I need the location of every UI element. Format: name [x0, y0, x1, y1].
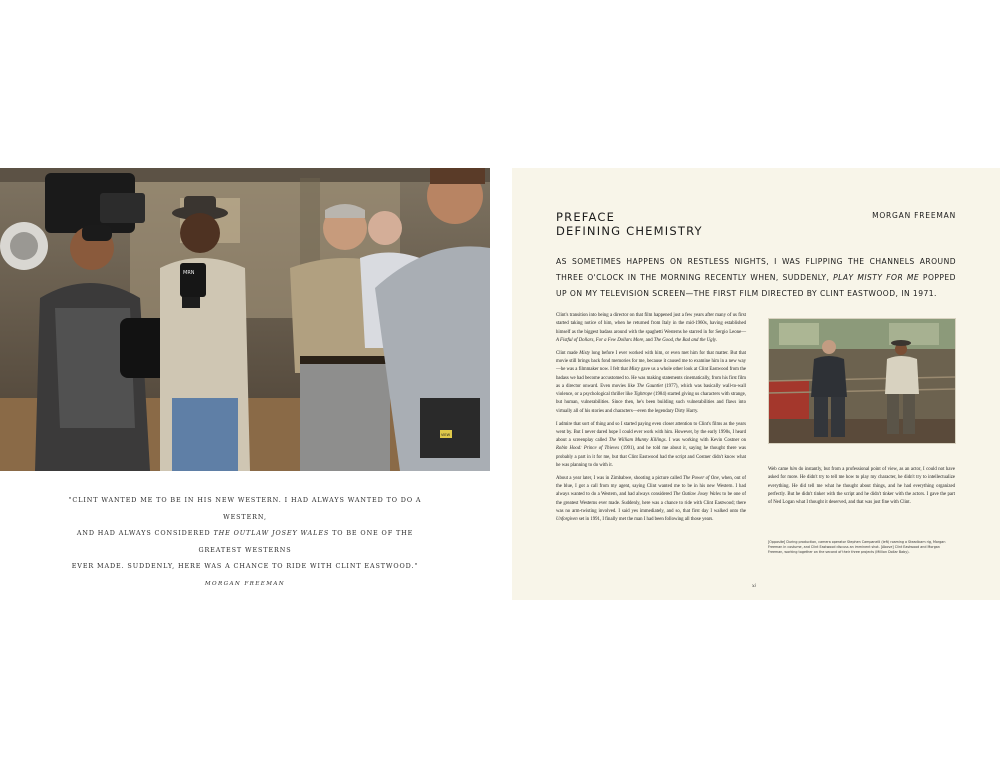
body-paragraph: About a year later, I was in Zimbabwe, shooting a picture called The Power of One, when, out of the blue, I got a call from my agent, saying Clint wanted me to be in his new Western. I had always wanted to do a Western, and had always considered The Outlaw Josey Wales to be one of the greatest Westerns ever made. Suddenly, here was a chance to ride with Clint Eastwood; there was no arm-twisting involved. I said yes immediately, and so, that first day I walked onto the Unforgiven set in 1991, I finally met the man I had been following all those years. [556, 475, 746, 523]
quote-line-2a: AND HAD ALWAYS CONSIDERED [76, 529, 214, 537]
body-paragraph: Clint's transition into being a director on that film happened just a few years after many of us first started taking notice of him, when he returned from Italy in the mid-1960s, having established himself as the biggest badass around with the spaghetti Westerns he starred in for Sergio Leone—A Fistful of Dollars, For a Few Dollars More, and The Good, the Bad and the Ugly. [556, 313, 746, 343]
badge-text: VIEW [441, 433, 451, 437]
pull-quote [60, 492, 430, 587]
quote-film-title: THE OUTLAW JOSEY WALES [213, 529, 330, 537]
lead-film-title: PLAY MISTY FOR ME [833, 273, 920, 282]
chapter-heading [556, 210, 703, 238]
lead-paragraph [556, 254, 956, 302]
quote-line-2b: TO BE ONE OF THE GREATEST WESTERNS [198, 529, 414, 554]
film-set-photo [0, 168, 490, 471]
heading-line-1: PREFACE [556, 210, 616, 224]
lead-text-b: POPPED UP ON MY TELEVISION SCREEN—THE FIRST FILM DIRECTED BY CLINT EASTWOOD, IN 1971. [556, 273, 956, 298]
author-name: MORGAN FREEMAN [872, 211, 956, 220]
body-column-left [556, 312, 746, 529]
body-paragraph: I admire that sort of thing and so I started paying even closer attention to Clint's films as the years went by. But I never dared hope I could ever work with him. However, by the early 1990s, I heard about a screenplay called The William Munny Killings. I was working with Kevin Costner on Robin Hood: Prince of Thieves (1991), and he told me about it, saying he thought there was probably a part in it for me, but that Clint Eastwood had the script and Costner didn't know what he was planning to do with it. [556, 421, 747, 469]
body-paragraph: Web came him do instantly, but from a professional point of view, as an actor, I could not have asked for more. He didn't try to tell me how to play my character, he didn't try to intellectualize everything. He did tell me what he thought about things, and he had everything organized perfectly. But he didn't tinker with the script and he didn't tinker with the actors. I gave the part of Ned Logan what I thought it deserved, and that was just fine with Clint. [768, 467, 955, 506]
page-number: xi [752, 584, 756, 589]
quote-line-3: EVER MADE. SUDDENLY, HERE WAS A CHANCE TO RIDE WITH CLINT EASTWOOD." [71, 562, 419, 570]
quote-attribution: MORGAN FREEMAN [204, 580, 286, 587]
quote-text [60, 492, 430, 575]
photo-caption: [Opposite] During production, camera operator Stephen Campanelli (left) roaming a Steadicam rig, Morgan Freeman in costume, and Clint Eastwood discuss an imminent shot. [Above] Clint Eastwood and Morgan Freeman, working together on the second of their three projects (Million Dollar Baby). [768, 540, 946, 554]
boxing-gym-photo [768, 318, 956, 444]
quote-line-1: "CLINT WANTED ME TO BE IN HIS NEW WESTERN. I HAD ALWAYS WANTED TO DO A WESTERN, [68, 496, 422, 521]
heading-line-2: DEFINING CHEMISTRY [556, 224, 703, 238]
lead-text-a: AS SOMETIMES HAPPENS ON RESTLESS NIGHTS, I WAS FLIPPING THE CHANNELS AROUND THREE O'CLOCK IN THE MORNING RECENTLY WHEN, SUDDENLY, [556, 257, 956, 282]
body-column-right [768, 466, 955, 507]
preface-page [512, 168, 1000, 600]
body-paragraph: Clint made Misty long before I ever worked with him, or even met him for that matter. But that movie still brings back fond memories for me, because it caused me to examine him in a new way—he was a filmmaker now. I felt that Misty gave us a whole other look at Clint Eastwood from the badass we had become accustomed to. He was making statements cinematically, from his first film as a director onward. Even movies like The Gauntlet (1977), which was basically wall-to-wall violence, or a psychological thriller like Tightrope (1984) started giving us characters with strange, but human, vulnerabilities. Since then, he's been building such vulnerabilities and flaws into virtually all of his stories and characters—even the legendary Dirty Harry. [556, 350, 746, 414]
camera-label: MRN [183, 270, 195, 276]
